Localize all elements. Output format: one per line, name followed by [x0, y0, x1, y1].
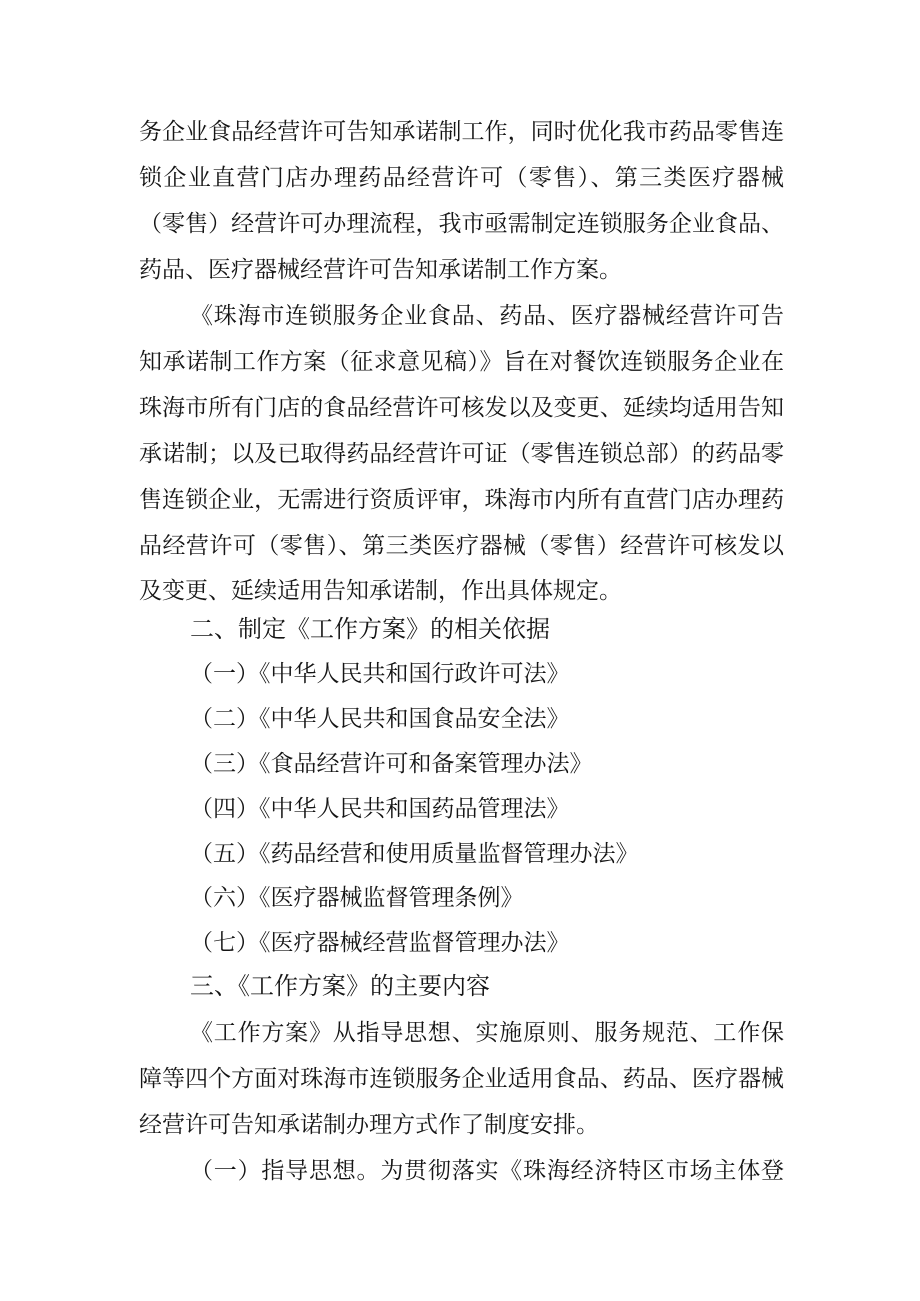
- section-heading-3: 三、《工作方案》的主要内容: [190, 972, 490, 1000]
- paragraph-2-line-4: 承诺制；以及已取得药品经营许可证（零售连锁总部）的药品零: [139, 441, 784, 467]
- basis-item-6: （六）《医疗器械监督管理条例》: [190, 885, 524, 911]
- basis-item-2: （二）《中华人民共和国食品安全法》: [190, 706, 570, 732]
- paragraph-2-line-1: 《珠海市连锁服务企业食品、药品、医疗器械经营许可告: [190, 303, 784, 329]
- paragraph-1-line-4: 药品、医疗器械经营许可告知承诺制工作方案。: [139, 257, 622, 283]
- paragraph-3-line-3: 经营许可告知承诺制办理方式作了制度安排。: [139, 1112, 599, 1138]
- paragraph-1-line-2: 锁企业直营门店办理药品经营许可（零售）、第三类医疗器械: [139, 165, 784, 191]
- paragraph-3-line-1: 《工作方案》从指导思想、实施原则、服务规范、工作保: [190, 1020, 784, 1046]
- paragraph-1-line-1: 务企业食品经营许可告知承诺制工作，同时优化我市药品零售连: [139, 119, 784, 145]
- paragraph-2-line-3: 珠海市所有门店的食品经营许可核发以及变更、延续均适用告知: [139, 395, 784, 421]
- basis-item-3: （三）《食品经营许可和备案管理办法》: [190, 751, 593, 777]
- basis-item-5: （五）《药品经营和使用质量监督管理办法》: [190, 841, 639, 867]
- paragraph-2-line-7: 及变更、延续适用告知承诺制，作出具体规定。: [139, 578, 622, 604]
- section-heading-2: 二、制定《工作方案》的相关依据: [190, 615, 550, 643]
- paragraph-4-line-1: （一）指导思想。为贯彻落实《珠海经济特区市场主体登: [190, 1158, 784, 1184]
- paragraph-2-line-2: 知承诺制工作方案（征求意见稿）》旨在对餐饮连锁服务企业在: [139, 349, 784, 375]
- paragraph-3-line-2: 障等四个方面对珠海市连锁服务企业适用食品、药品、医疗器械: [139, 1066, 784, 1092]
- basis-item-1: （一）《中华人民共和国行政许可法》: [190, 661, 570, 687]
- paragraph-2-line-6: 品经营许可（零售）、第三类医疗器械（零售）经营许可核发以: [139, 533, 784, 559]
- paragraph-2-line-5: 售连锁企业，无需进行资质评审，珠海市内所有直营门店办理药: [139, 487, 784, 513]
- basis-item-4: （四）《中华人民共和国药品管理法》: [190, 796, 570, 822]
- basis-item-7: （七）《医疗器械经营监督管理办法》: [190, 930, 570, 956]
- paragraph-1-line-3: （零售）经营许可办理流程，我市亟需制定连锁服务企业食品、: [139, 211, 784, 237]
